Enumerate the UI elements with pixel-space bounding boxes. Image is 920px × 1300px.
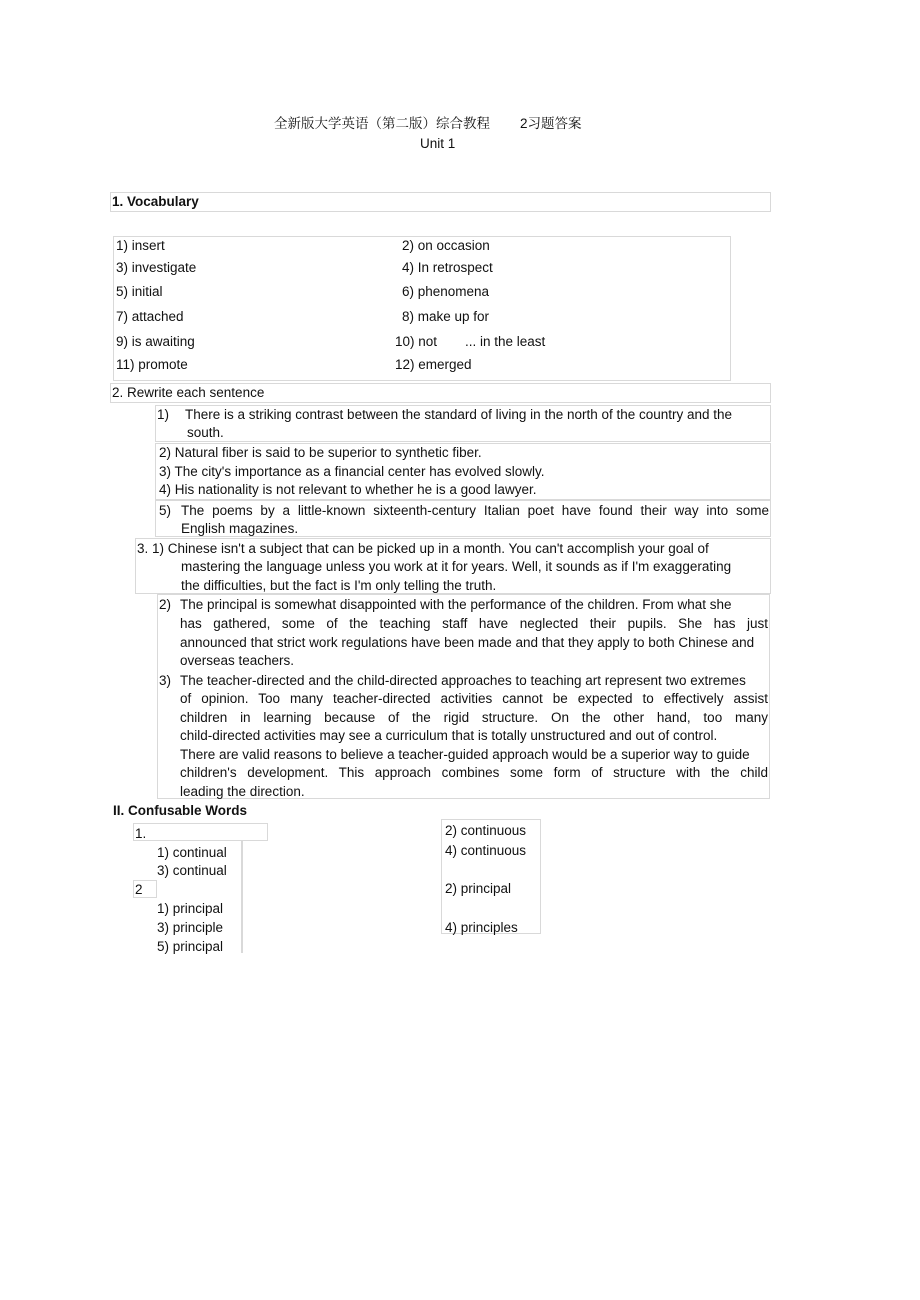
confusable-item: 1) principal xyxy=(157,901,224,916)
paragraph-number: 2) xyxy=(159,597,172,612)
vocab-item: 7) attached xyxy=(116,309,184,324)
vocab-item: 1) insert xyxy=(116,238,165,253)
title-number: 2习题答案 xyxy=(520,116,582,131)
paragraph-line: overseas teachers. xyxy=(180,653,295,668)
confusable-item: 2) continuous xyxy=(445,823,527,838)
paragraph-number: 3) xyxy=(159,673,172,688)
paragraph-line: has gathered, some of the teaching staff have neglected their pupils. She has just xyxy=(180,616,768,631)
confusable-item: 1) continual xyxy=(157,845,227,860)
rewrite-line: 4) His nationality is not relevant to whether he is a good lawyer. xyxy=(159,482,537,497)
vocab-item: 9) is awaiting xyxy=(116,334,195,349)
unit-label: Unit 1 xyxy=(420,136,456,151)
confusable-item: 2) principal xyxy=(445,881,512,896)
paragraph-line: of opinion. Too many teacher-directed activities cannot be expected to effectively assist xyxy=(180,691,768,706)
paragraph-line: There are valid reasons to believe a teacher-guided approach would be a superior way to guide xyxy=(180,747,750,762)
vocab-item: 6) phenomena xyxy=(402,284,490,299)
title-chinese: 全新版大学英语（第二版）综合教程 xyxy=(274,116,490,131)
vocab-item-tail: ... in the least xyxy=(465,334,546,349)
paragraph-line: leading the direction. xyxy=(180,784,305,799)
paragraph-line: the difficulties, but the fact is I'm only telling the truth. xyxy=(181,578,497,593)
paragraph-line: child-directed activities may see a curriculum that is totally unstructured and out of control. xyxy=(180,728,718,743)
vocab-item: 4) In retrospect xyxy=(402,260,493,275)
confusable-item: 4) continuous xyxy=(445,843,527,858)
vocab-item: 2) on occasion xyxy=(402,238,490,253)
rewrite-line: There is a striking contrast between the standard of living in the north of the country and the xyxy=(185,407,733,422)
paragraph-line: 3. 1) Chinese isn't a subject that can be picked up in a month. You can't accomplish your goal of xyxy=(137,541,709,556)
paragraph-line: children in learning because of the rigid structure. On the other hand, too many xyxy=(180,710,768,725)
paragraph-line: The teacher-directed and the child-directed approaches to teaching art represent two extremes xyxy=(180,673,746,688)
document-title xyxy=(274,116,582,132)
group-label: 1. xyxy=(135,826,147,841)
confusable-item: 5) principal xyxy=(157,939,224,954)
section-heading-vocabulary: 1. Vocabulary xyxy=(112,194,199,209)
group1-label-box xyxy=(133,823,268,841)
section-heading-confusable: II. Confusable Words xyxy=(113,803,248,818)
section-heading-rewrite: 2. Rewrite each sentence xyxy=(112,385,265,400)
rewrite-line: 3) The city's importance as a financial center has evolved slowly. xyxy=(159,464,545,479)
paragraph-line: The principal is somewhat disappointed with the performance of the children. From what she xyxy=(180,597,732,612)
rewrite-line: The poems by a little-known sixteenth-century Italian poet have found their way into some xyxy=(181,503,769,518)
vocab-item: 10) not xyxy=(395,334,438,349)
paragraph-line: children's development. This approach combines some form of structure with the child xyxy=(180,765,768,780)
confusable-item: 4) principles xyxy=(445,920,518,935)
confusable-item: 3) continual xyxy=(157,863,227,878)
vocab-item: 5) initial xyxy=(116,284,163,299)
vocabulary-heading-box xyxy=(110,192,771,212)
confusable-item: 3) principle xyxy=(157,920,224,935)
group-label: 2 xyxy=(135,882,143,897)
rewrite-line: south. xyxy=(187,425,224,440)
rewrite-number: 1) xyxy=(157,407,170,422)
vocab-item: 11) promote xyxy=(116,357,188,372)
rewrite-number: 5) xyxy=(159,503,172,518)
group-left-divider xyxy=(241,841,243,953)
vocab-item: 3) investigate xyxy=(116,260,197,275)
paragraph-line: mastering the language unless you work at it for years. Well, it sounds as if I'm exaggerating xyxy=(181,559,732,574)
vocab-item: 8) make up for xyxy=(402,309,490,324)
paragraph-line: announced that strict work regulations have been made and that they apply to both Chinese and xyxy=(180,635,755,650)
rewrite-line: English magazines. xyxy=(181,521,299,536)
rewrite-line: 2) Natural fiber is said to be superior to synthetic fiber. xyxy=(159,445,482,460)
vocab-item: 12) emerged xyxy=(395,357,472,372)
